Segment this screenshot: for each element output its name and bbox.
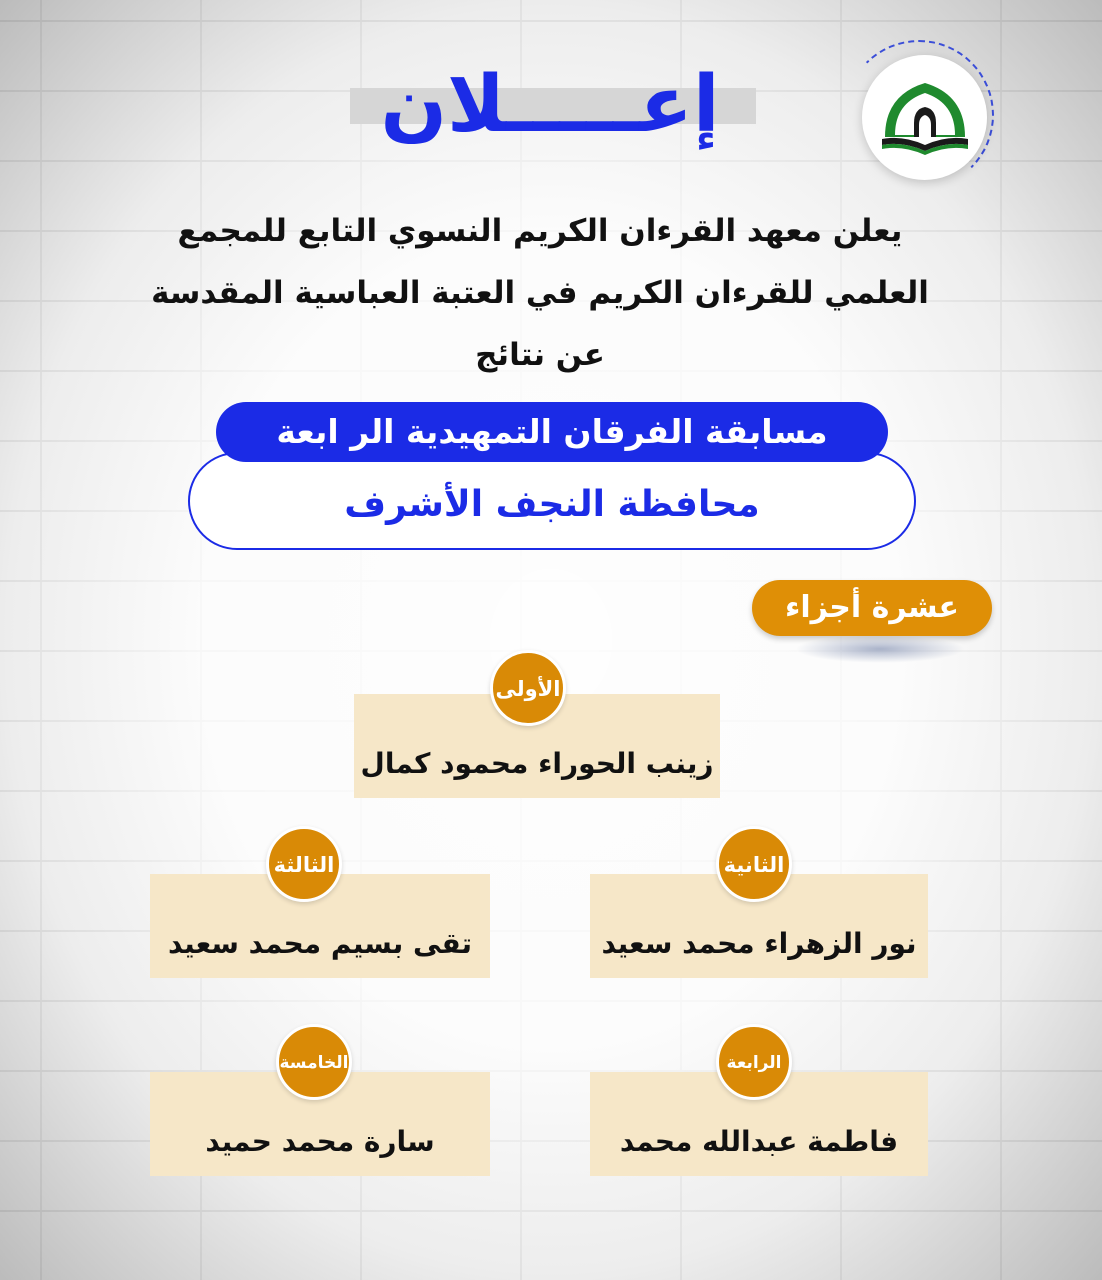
competition-name: مسابقة الفرقان التمهيدية الر ابعة [216, 402, 888, 462]
rank-badge-first: الأولى [490, 650, 566, 726]
intro-text [150, 200, 930, 386]
winner-name: سارة محمد حميد [205, 1125, 435, 1158]
institute-logo-icon [870, 65, 980, 175]
rank-badge-second: الثانية [716, 826, 792, 902]
rank-badge-third: الثالثة [266, 826, 342, 902]
institute-logo [832, 30, 1002, 180]
winner-name: زينب الحوراء محمود كمال [360, 747, 714, 780]
intro-line-2: العلمي للقرءان الكريم في العتبة العباسية المقدسة [151, 275, 929, 311]
rank-badge-fourth: الرابعة [716, 1024, 792, 1100]
category-label: عشرة أجزاء [752, 580, 992, 636]
winner-name: فاطمة عبدالله محمد [619, 1125, 899, 1158]
winner-name: نور الزهراء محمد سعيد [601, 927, 917, 960]
page-title: إعـــــلان [380, 60, 720, 150]
intro-line-1: يعلن معهد القرءان الكريم النسوي التابع للمجمع [177, 213, 903, 249]
intro-line-3: عن نتائج [475, 337, 605, 373]
winner-name: تقى بسيم محمد سعيد [167, 927, 473, 960]
category-shadow [795, 635, 965, 663]
rank-badge-fifth: الخامسة [276, 1024, 352, 1100]
governorate-name: محافظة النجف الأشرف [344, 484, 760, 525]
